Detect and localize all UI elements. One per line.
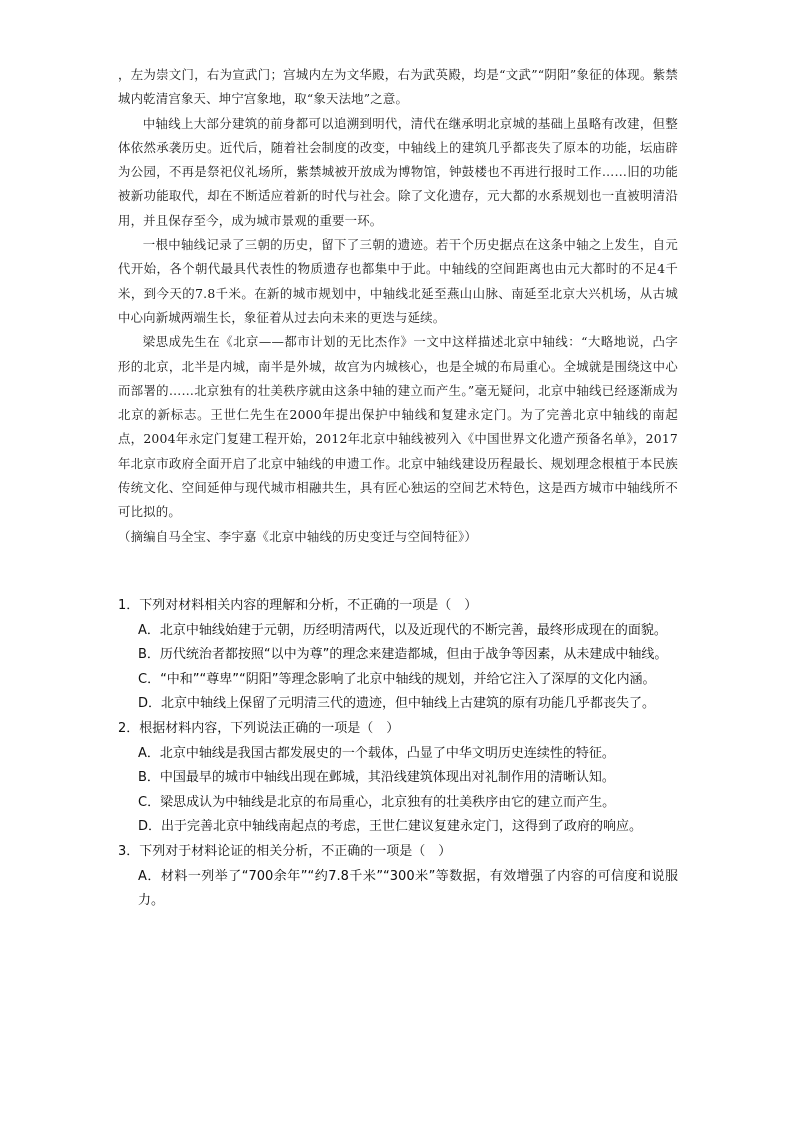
passage-paragraph: 梁思成先生在《北京——都市计划的无比杰作》一文中这样描述北京中轴线：“大略地说，凸字形的北京，北半是内城，南半是外城，故宫为内城核心，也是全城的布局重心。全城就是围绕这中心而部署的……北京独有的壮美秩序就由这条中轴的建立而产生。”毫无疑问，北京中轴线已经逐渐成为北京的新标志。王世仁先生在2000年提出保护中轴线和复建永定门。为了完善北京中轴线的南起点，2004年永定门复建工程开始，2012年北京中轴线被列入《中国世界文化遗产预备名单》，2017年北京市政府全面开启了北京中轴线的申遗工作。北京中轴线建设历程最长、规划理念根植于本民族传统文化、空间延伸与现代城市相融共生，具有匠心独运的空间艺术特色，这是西方城市中轴线所不可比拟的。 — [118, 334, 678, 520]
option-c: C．“中和”“尊卑”“阴阳”等理念影响了北京中轴线的规划，并给它注入了深厚的文化内涵。 — [138, 671, 656, 687]
question-1 — [118, 594, 678, 717]
option-d: D．北京中轴线上保留了元明清三代的遗迹，但中轴线上古建筑的原有功能几乎都丧失了。 — [138, 696, 656, 712]
question-stem: 1．下列对材料相关内容的理解和分析，不正确的一项是（ ） — [118, 598, 478, 613]
passage-source: （摘编自马全宝、李宇嘉《北京中轴线的历史变迁与空间特征》） — [118, 528, 477, 544]
option-c: C．梁思成认为中轴线是北京的布局重心，北京独有的壮美秩序由它的建立而产生。 — [138, 794, 616, 810]
question-3 — [118, 840, 678, 914]
option-a: A．北京中轴线是我国古都发展史的一个载体，凸显了中华文明历史连续性的特征。 — [138, 745, 615, 761]
option-b: B．历代统治者都按照“以中为尊”的理念来建造都城，但由于战争等因素，从未建成中轴线。 — [138, 647, 668, 663]
passage-paragraph: ，左为崇文门，右为宣武门；宫城内左为文华殿，右为武英殿，均是“文武”“阴阳”象征的体现。紫禁城内乾清宫象天、坤宁宫象地，取“象天法地”之意。 — [118, 67, 678, 107]
option-a: A．北京中轴线始建于元朝，历经明清两代，以及近现代的不断完善，最终形成现在的面貌。 — [138, 622, 667, 638]
reading-passage — [118, 63, 678, 549]
question-list — [118, 594, 678, 914]
option-d: D．出于完善北京中轴线南起点的考虑，王世仁建议复建永定门，这得到了政府的响应。 — [138, 819, 643, 835]
question-2 — [118, 717, 678, 840]
passage-paragraph: 中轴线上大部分建筑的前身都可以追溯到明代，清代在继承明北京城的基础上虽略有改建，但整体依然承袭历史。近代后，随着社会制度的改变，中轴线上的建筑几乎都丧失了原本的功能，坛庙辟为公园，不再是祭祀仪礼场所，紫禁城被开放成为博物馆，钟鼓楼也不再进行报时工作……旧的功能被新功能取代，却在不断适应着新的时代与社会。除了文化遗存，元大都的水系规划也一直被明清沿用，并且保存至今，成为城市景观的重要一环。 — [118, 115, 678, 228]
question-stem: 3．下列对于材料论证的相关分析，不正确的一项是（ ） — [118, 843, 452, 859]
passage-paragraph: 一根中轴线记录了三朝的历史，留下了三朝的遗迹。若干个历史据点在这条中轴之上发生，自元代开始，各个朝代最具代表性的物质遗存也都集中于此。中轴线的空间距离也由元大都时的不足4千米，到今天的7.8千米。在新的城市规划中，中轴线北延至燕山山脉、南延至北京大兴机场，从古城中心向新城两端生长，象征着从过去向未来的更迭与延续。 — [118, 237, 678, 325]
option-b: B．中国最早的城市中轴线出现在邺城，其沿线建筑体现出对礼制作用的清晰认知。 — [138, 770, 615, 786]
option-a: A．材料一列举了“700余年”“约7.8千米”“300米”等数据，有效增强了内容的可信度和说服力。 — [138, 868, 678, 909]
question-stem: 2．根据材料内容，下列说法正确的一项是（ ） — [118, 720, 400, 736]
